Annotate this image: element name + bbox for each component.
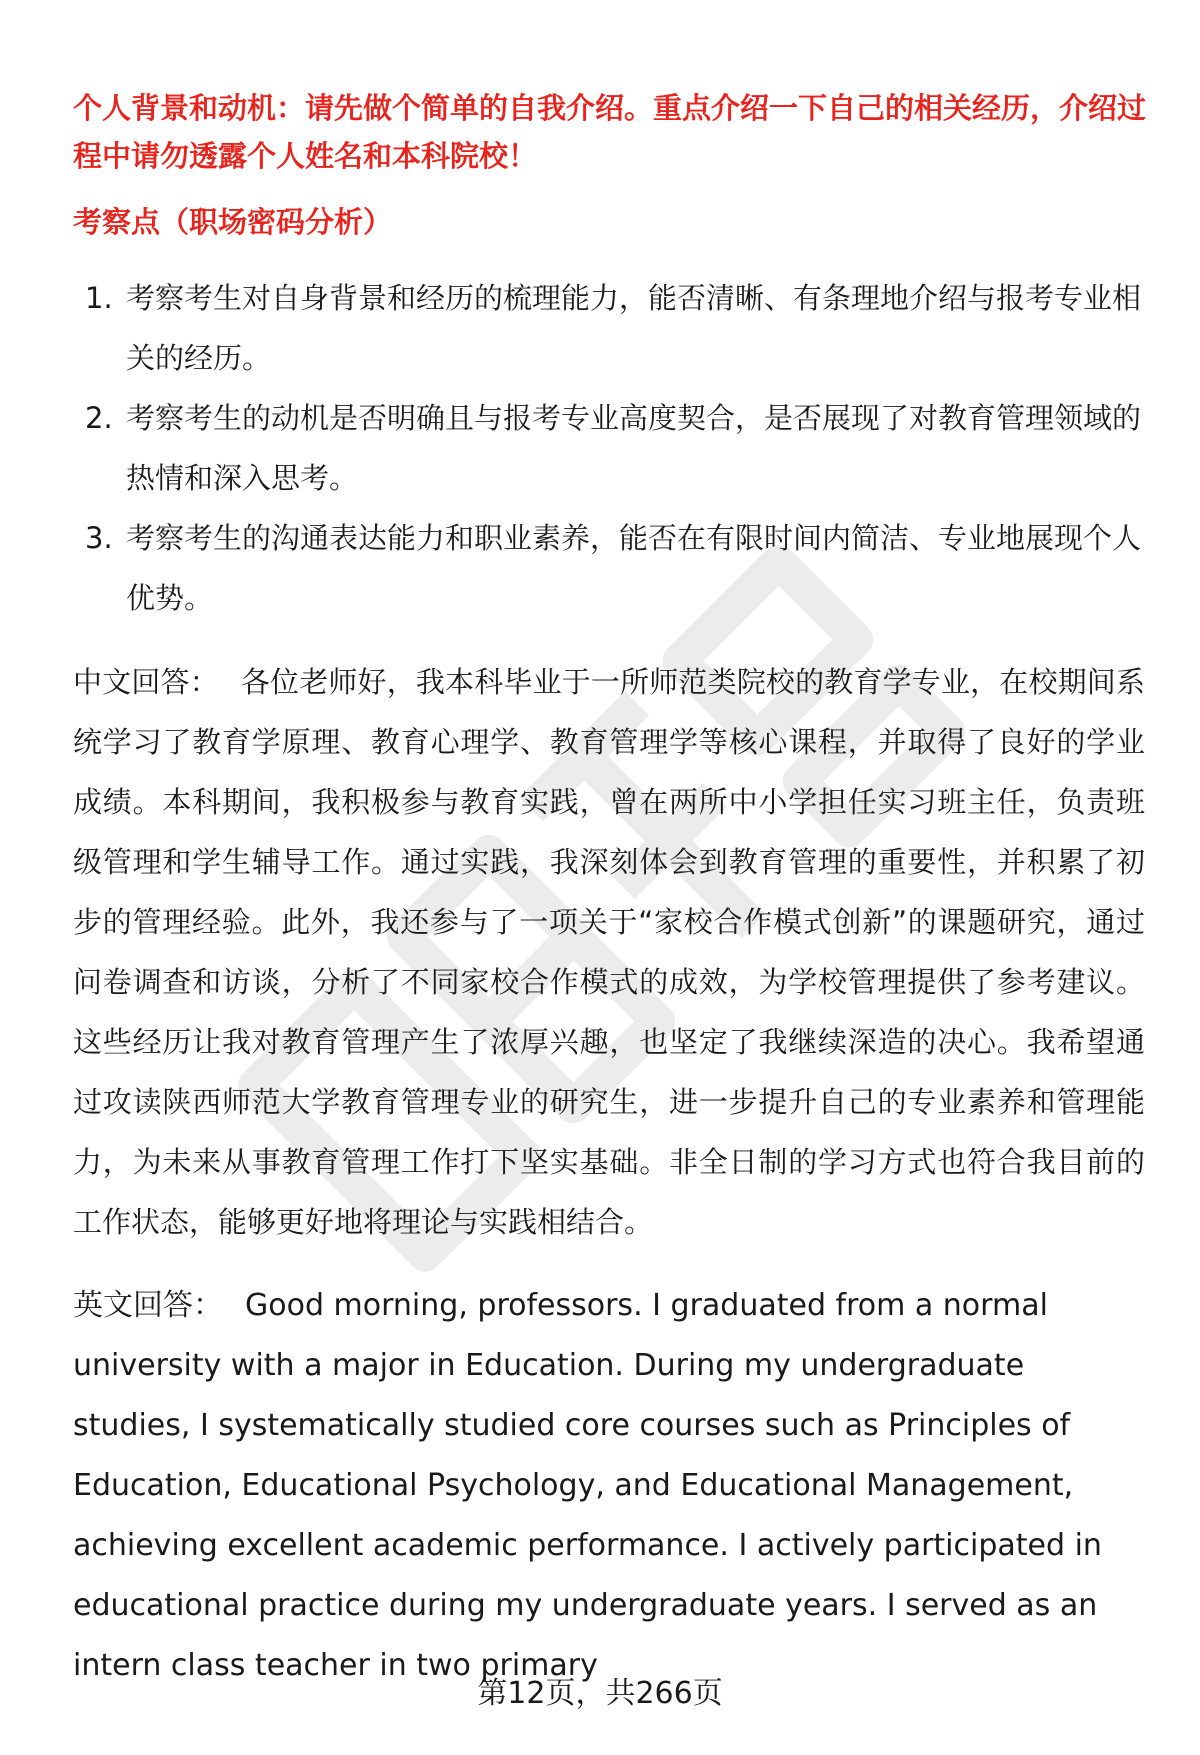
- main-content: [73, 84, 1153, 1696]
- chinese-answer-text: 各位老师好，我本科毕业于一所师范类院校的教育学专业，在校期间系统学习了教育学原理、教育心理学、教育管理学等核心课程，并取得了良好的学业成绩。本科期间，我积极参与教育实践，曾在两所中小学担任实习班主任，负责班级管理和学生辅导工作。通过实践，我深刻体会到教育管理的重要性，并积累了初步的管理经验。此外，我还参与了一项关于“家校合作模式创新”的课题研究，通过问卷调查和访谈，分析了不同家校合作模式的成效，为学校管理提供了参考建议。这些经历让我对教育管理产生了浓厚兴趣，也坚定了我继续深造的决心。我希望通过攻读陕西师范大学教育管理专业的研究生，进一步提升自己的专业素养和管理能力，为未来从事教育管理工作打下坚实基础。非全日制的学习方式也符合我目前的工作状态，能够更好地将理论与实践相结合。: [73, 665, 1145, 1239]
- list-item-text: 考察考生的沟通表达能力和职业素养，能否在有限时间内简洁、专业地展现个人优势。: [126, 521, 1142, 615]
- list-item-text: 考察考生的动机是否明确且与报考专业高度契合，是否展现了对教育管理领域的热情和深入思考。: [126, 401, 1142, 495]
- english-answer-label: 英文回答：: [73, 1288, 223, 1323]
- english-answer-text: Good morning, professors. I graduated from a normal university with a major in Education. During my undergraduate studies, I systematically studied core courses such as Principles of Education, Educational Psychology, and Educational Management, achieving excellent academic performance. I actively participated in educational practice during my undergraduate years. I served as an intern class teacher in two primary: [73, 1288, 1102, 1683]
- list-item-number: 2.: [85, 401, 113, 435]
- list-item-number: 1.: [85, 281, 113, 315]
- chinese-answer-label: 中文回答：: [73, 665, 219, 699]
- assessment-points-list: [73, 268, 1153, 628]
- question-heading: 个人背景和动机：请先做个简单的自我介绍。重点介绍一下自己的相关经历，介绍过程中请勿透露个人姓名和本科院校！: [73, 91, 1147, 173]
- list-item: [73, 508, 1153, 628]
- assessment-subheading: 考察点（职场密码分析）: [73, 205, 393, 239]
- page-number-footer: 第12页，共266页: [477, 1676, 723, 1711]
- english-answer-paragraph: [73, 1276, 1153, 1696]
- list-item-text: 考察考生对自身背景和经历的梳理能力，能否清晰、有条理地介绍与报考专业相关的经历。: [126, 281, 1142, 375]
- list-item: [73, 268, 1153, 388]
- list-item: [73, 388, 1153, 508]
- chinese-answer-paragraph: [73, 652, 1153, 1252]
- list-item-number: 3.: [85, 521, 113, 555]
